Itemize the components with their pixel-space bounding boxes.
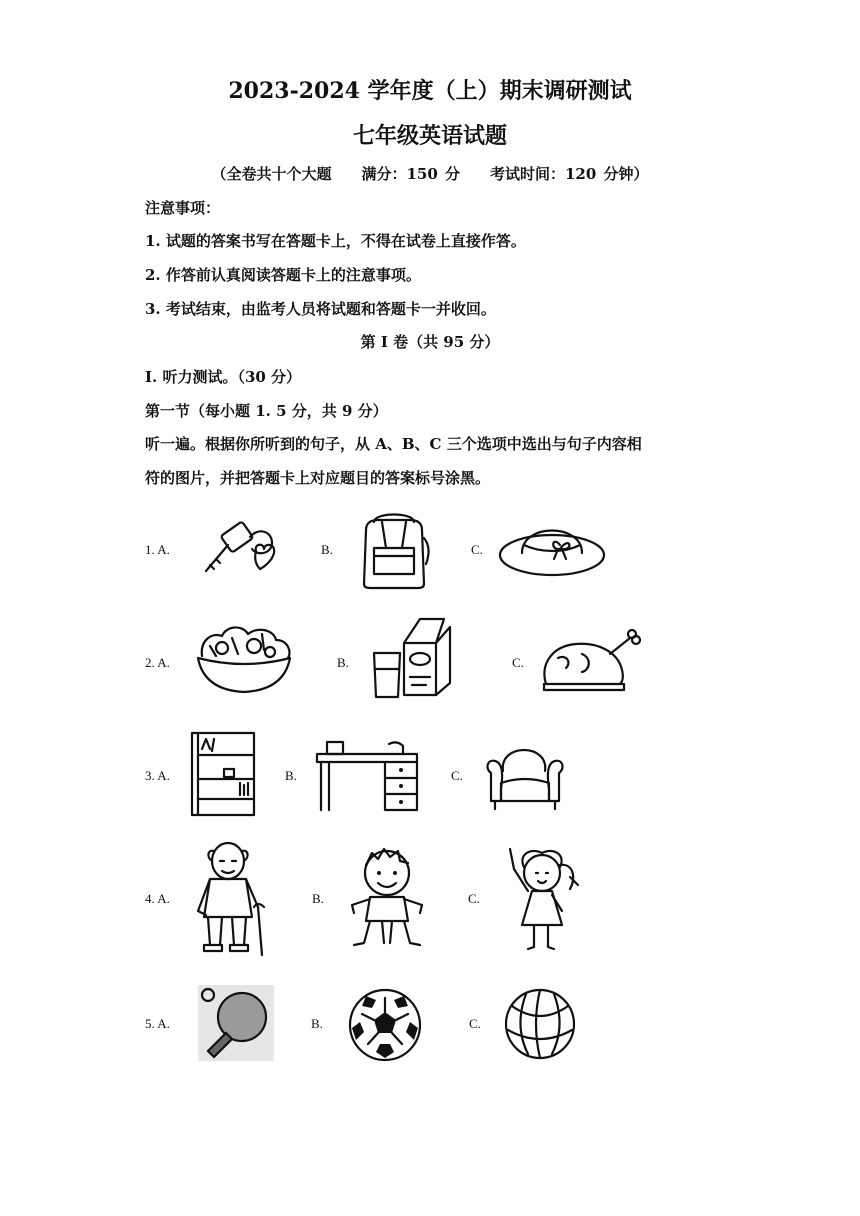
instruction-line-1: 听一遍。根据你所听到的句子，从 A、B、C 三个选项中选出与句子内容相 [145,435,642,453]
boy-icon [348,845,426,953]
section-title: I. 听力测试。（30 分） [145,368,302,386]
chicken-icon [536,624,646,694]
q3-b-label: B. [285,768,297,783]
q3-label: 3. A. [145,768,170,783]
girl-icon [500,845,584,955]
instruction-line-2: 符的图片，并把答题卡上对应题目的答案标号涂黑。 [145,469,491,487]
q3-c-label: C. [451,768,463,783]
q1-b-label: B. [321,542,333,557]
q2-c-label: C. [512,655,524,670]
note-item-2: 2. 作答前认真阅读答题卡上的注意事项。 [145,266,421,284]
exam-title: 2023-2024 学年度（上）期末调研测试 [228,78,632,104]
soccer-ball-icon [346,986,424,1064]
bookcase-icon [188,729,260,819]
key-icon [198,513,288,578]
q4-c-label: C. [468,891,480,906]
notes-heading: 注意事项： [145,199,221,217]
exam-subtitle: 七年级英语试题 [352,123,507,149]
q5-b-label: B. [311,1016,323,1031]
old-man-icon [190,839,276,957]
q5-c-label: C. [469,1016,481,1031]
q5-label: 5. A. [145,1016,170,1031]
q1-label: 1. A. [145,542,170,557]
note-item-1: 1. 试题的答案书写在答题卡上，不得在试卷上直接作答。 [145,232,526,250]
subsection-title: 第一节（每小题 1. 5 分，共 9 分） [145,402,388,420]
basketball-icon [502,986,578,1062]
desk-icon [313,736,423,814]
ping-pong-icon [198,985,274,1061]
exam-info: （全卷共十个大题 满分：150 分 考试时间：120 分钟） [211,165,649,183]
q4-label: 4. A. [145,891,170,906]
milk-icon [370,613,456,701]
hat-icon [496,515,608,579]
part-title: 第 I 卷（共 95 分） [360,333,500,351]
backpack-icon [352,508,436,592]
q1-c-label: C. [471,542,483,557]
note-item-3: 3. 考试结束，由监考人员将试题和答题卡一并收回。 [145,300,496,318]
armchair-icon [483,735,567,815]
q4-b-label: B. [312,891,324,906]
q2-label: 2. A. [145,655,170,670]
q2-b-label: B. [337,655,349,670]
salad-icon [192,620,296,698]
